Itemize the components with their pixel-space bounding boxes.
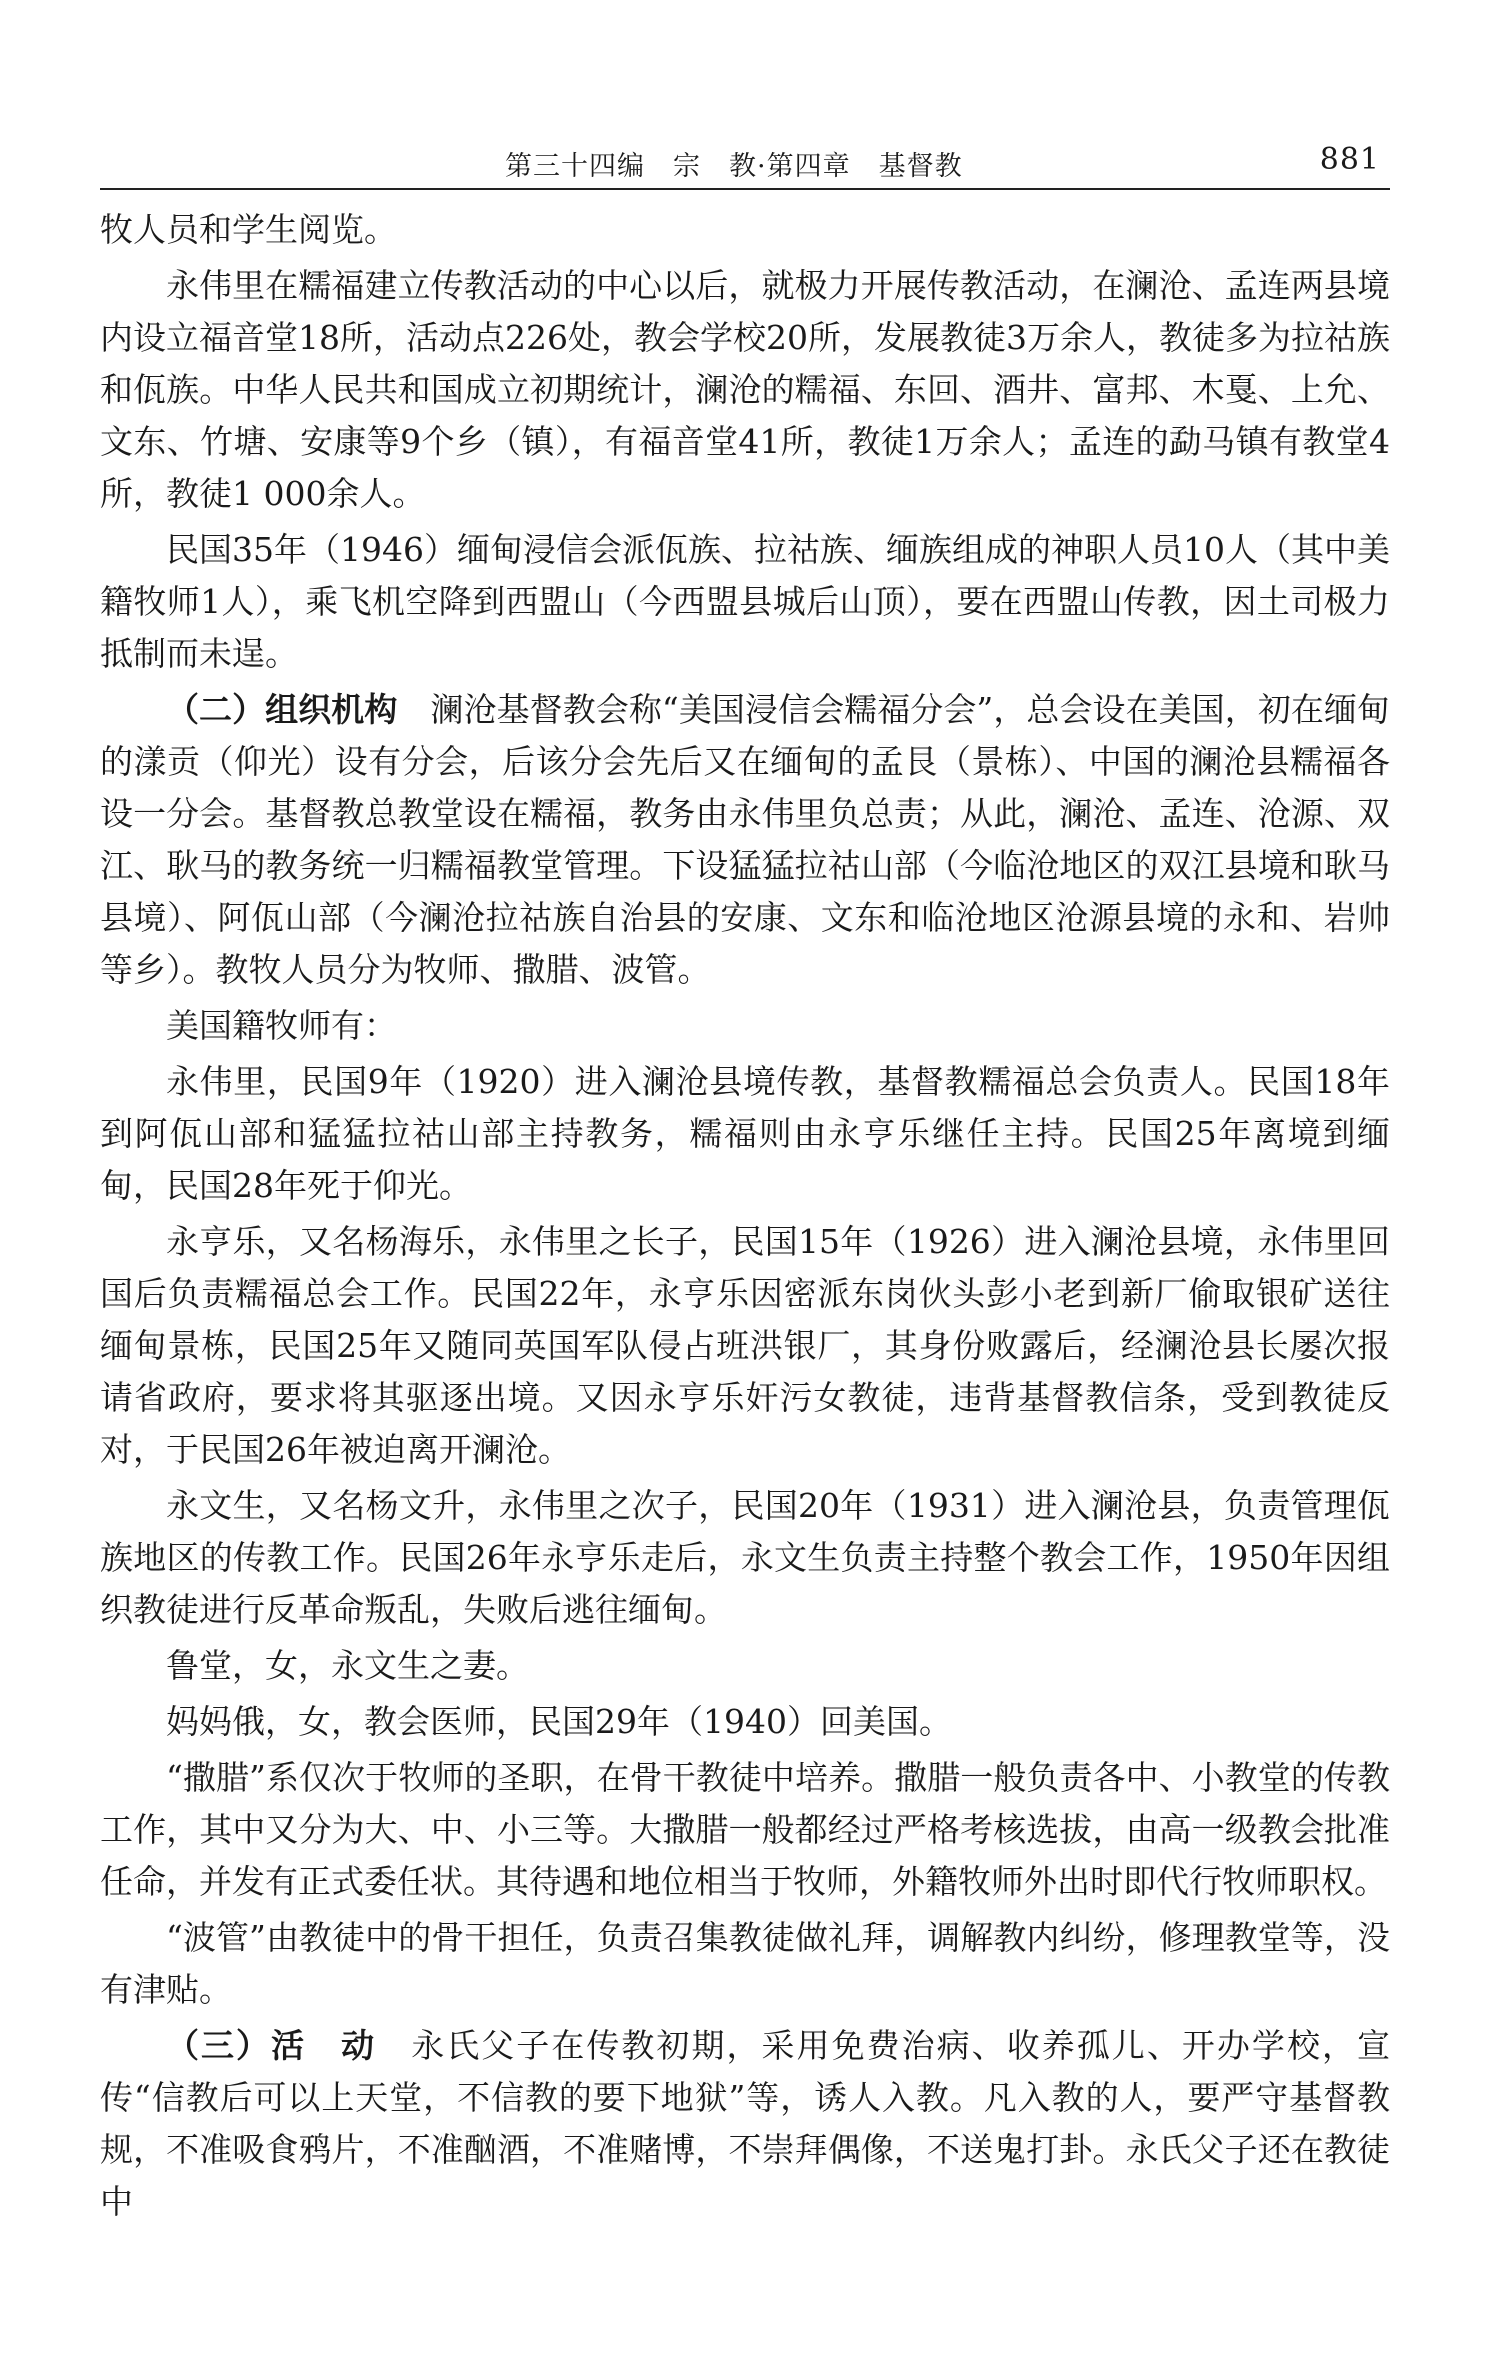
section-heading-organization: （二）组织机构 bbox=[166, 690, 398, 729]
document-page bbox=[100, 138, 1390, 2232]
page-number: 881 bbox=[1319, 142, 1380, 177]
paragraph-text: 美国籍牧师有： bbox=[166, 1006, 397, 1045]
paragraph bbox=[100, 1912, 1390, 2016]
paragraph bbox=[100, 1640, 1390, 1692]
paragraph bbox=[100, 2020, 1390, 2228]
paragraph-text: 牧人员和学生阅览。 bbox=[100, 210, 397, 249]
paragraph-text: 澜沧基督教会称“美国浸信会糯福分会”，总会设在美国，初在缅甸的漾贡（仰光）设有分会，后该分会先后又在缅甸的孟艮（景栋）、中国的澜沧县糯福各设一分会。基督教总教堂设在糯福，教务由永伟里负总责；从此，澜沧、孟连、沧源、双江、耿马的教务统一归糯福教堂管理。下设猛猛拉祜山部（今临沧地区的双江县境和耿马县境）、阿佤山部（今澜沧拉祜族自治县的安康、文东和临沧地区沧源县境的永和、岩帅等乡）。教牧人员分为牧师、撒腊、波管。 bbox=[100, 690, 1391, 989]
paragraph bbox=[100, 1000, 1390, 1052]
paragraph bbox=[100, 1056, 1390, 1212]
paragraph bbox=[100, 1480, 1390, 1636]
paragraph bbox=[100, 684, 1390, 996]
paragraph-text: 永氏父子在传教初期，采用免费治病、收养孤儿、开办学校，宣传“信教后可以上天堂，不信教的要下地狱”等，诱人入教。凡入教的人，要严守基督教规，不准吸食鸦片，不准酗酒，不准赌博，不崇拜偶像，不送鬼打卦。永氏父子还在教徒中 bbox=[100, 2026, 1391, 2221]
paragraph bbox=[100, 204, 1390, 256]
paragraph bbox=[100, 260, 1390, 520]
paragraph-text: 民国35年（1946）缅甸浸信会派佤族、拉祜族、缅族组成的神职人员10人（其中美籍牧师1人），乘飞机空降到西盟山（今西盟县城后山顶），要在西盟山传教，因土司极力抵制而未逞。 bbox=[100, 530, 1390, 673]
running-header bbox=[100, 138, 1390, 190]
paragraph bbox=[100, 1696, 1390, 1748]
paragraph-text: 永伟里，民国9年（1920）进入澜沧县境传教，基督教糯福总会负责人。民国18年到阿佤山部和猛猛拉祜山部主持教务，糯福则由永亨乐继任主持。民国25年离境到缅甸，民国28年死于仰光。 bbox=[100, 1062, 1390, 1205]
section-heading-activities: （三）活 动 bbox=[166, 2026, 377, 2065]
paragraph-text: 妈妈俄，女，教会医师，民国29年（1940）回美国。 bbox=[166, 1702, 952, 1741]
paragraph-text: 永文生，又名杨文升，永伟里之次子，民国20年（1931）进入澜沧县，负责管理佤族地区的传教工作。民国26年永亨乐走后，永文生负责主持整个教会工作，1950年因组织教徒进行反革命叛乱，失败后逃往缅甸。 bbox=[100, 1486, 1390, 1629]
paragraph-text: “撒腊”系仅次于牧师的圣职，在骨干教徒中培养。撒腊一般负责各中、小教堂的传教工作，其中又分为大、中、小三等。大撒腊一般都经过严格考核选拔，由高一级教会批准任命，并发有正式委任状。其待遇和地位相当于牧师，外籍牧师外出时即代行牧师职权。 bbox=[100, 1758, 1390, 1901]
paragraph bbox=[100, 1752, 1390, 1908]
paragraph bbox=[100, 1216, 1390, 1476]
paragraph-text: 永亨乐，又名杨海乐，永伟里之长子，民国15年（1926）进入澜沧县境，永伟里回国后负责糯福总会工作。民国22年，永亨乐因密派东岗伙头彭小老到新厂偷取银矿送往缅甸景栋，民国25年又随同英国军队侵占班洪银厂，其身份败露后，经澜沧县长屡次报请省政府，要求将其驱逐出境。又因永亨乐奸污女教徒，违背基督教信条，受到教徒反对，于民国26年被迫离开澜沧。 bbox=[100, 1222, 1390, 1469]
header-title: 第三十四编 宗 教·第四章 基督教 bbox=[505, 151, 963, 182]
paragraph bbox=[100, 524, 1390, 680]
paragraph-text: 永伟里在糯福建立传教活动的中心以后，就极力开展传教活动，在澜沧、孟连两县境内设立福音堂18所，活动点226处，教会学校20所，发展教徒3万余人，教徒多为拉祜族和佤族。中华人民共和国成立初期统计，澜沧的糯福、东回、酒井、富邦、木戛、上允、文东、竹塘、安康等9个乡（镇），有福音堂41所，教徒1万余人；孟连的勐马镇有教堂4所，教徒1 000余人。 bbox=[100, 266, 1390, 513]
paragraph-text: 鲁堂，女，永文生之妻。 bbox=[166, 1646, 529, 1685]
paragraph-text: “波管”由教徒中的骨干担任，负责召集教徒做礼拜，调解教内纠纷，修理教堂等，没有津贴。 bbox=[100, 1918, 1390, 2009]
body-text bbox=[100, 204, 1390, 2228]
